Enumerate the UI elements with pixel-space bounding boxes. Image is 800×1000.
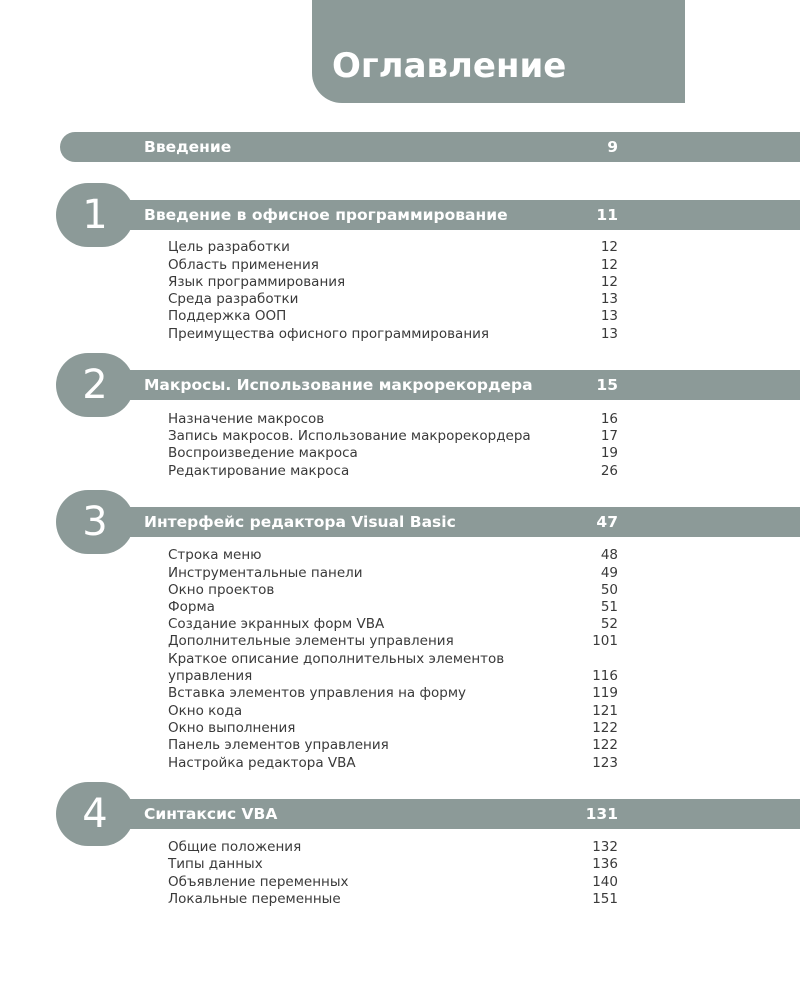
chapter-title: Введение в офисное программирование <box>144 206 508 224</box>
title-tab <box>312 0 685 103</box>
chapter-page: 15 <box>596 376 618 394</box>
intro-page: 9 <box>607 138 618 156</box>
toc-entry[interactable] <box>168 410 620 428</box>
entry-title: Вставка элементов управления на форму <box>168 685 467 701</box>
entry-title: Дополнительные элементы управления <box>168 633 454 649</box>
toc-entry[interactable] <box>168 667 620 685</box>
entry-title: Инструментальные панели <box>168 565 363 581</box>
entry-title: Панель элементов управления <box>168 737 389 753</box>
entry-page: 151 <box>592 891 618 907</box>
entry-page: 12 <box>600 257 618 273</box>
entry-page: 49 <box>600 565 618 581</box>
entry-page: 26 <box>600 463 618 479</box>
entry-title: Форма <box>168 599 215 615</box>
toc-entry[interactable] <box>168 736 620 754</box>
entry-title: Поддержка ООП <box>168 308 287 324</box>
toc-entry[interactable] <box>168 615 620 633</box>
entry-title: Редактирование макроса <box>168 463 350 479</box>
toc-entry[interactable] <box>168 564 620 582</box>
entry-title: Окно проектов <box>168 582 275 598</box>
toc-entry[interactable] <box>168 238 620 256</box>
entry-title: Окно выполнения <box>168 720 296 736</box>
toc-entry[interactable] <box>168 684 620 702</box>
chapter-number-badge: 2 <box>56 353 134 417</box>
entry-page: 13 <box>600 308 618 324</box>
intro-bar[interactable] <box>60 132 800 162</box>
chapter-bar[interactable] <box>100 799 800 829</box>
entry-page: 121 <box>592 703 618 719</box>
entry-page: 13 <box>600 326 618 342</box>
toc-entry[interactable] <box>168 325 620 343</box>
entry-page: 116 <box>592 668 618 684</box>
entry-title: Настройка редактора VBA <box>168 755 356 771</box>
toc-entry[interactable] <box>168 307 620 325</box>
toc-entry[interactable] <box>168 838 620 856</box>
entry-page: 101 <box>592 633 618 649</box>
entry-page: 122 <box>592 737 618 753</box>
chapter-bar[interactable] <box>100 507 800 537</box>
entry-title: Строка меню <box>168 547 262 563</box>
toc-entry[interactable] <box>168 427 620 445</box>
entry-title: Язык программирования <box>168 274 346 290</box>
chapter-page: 47 <box>596 513 618 531</box>
toc-entry[interactable] <box>168 855 620 873</box>
chapter-title: Синтаксис VBA <box>144 805 278 823</box>
entry-title: Среда разработки <box>168 291 299 307</box>
toc-entry[interactable] <box>168 719 620 737</box>
entry-title: Создание экранных форм VBA <box>168 616 385 632</box>
chapter-title: Интерфейс редактора Visual Basic <box>144 513 456 531</box>
chapter-number-badge: 4 <box>56 782 134 846</box>
chapter-title: Макросы. Использование макрорекордера <box>144 376 533 394</box>
entry-title: Область применения <box>168 257 319 273</box>
entry-page: 52 <box>600 616 618 632</box>
entry-page: 48 <box>600 547 618 563</box>
entry-title: Цель разработки <box>168 239 290 255</box>
entry-page: 12 <box>600 239 618 255</box>
entry-page: 12 <box>600 274 618 290</box>
entry-page: 13 <box>600 291 618 307</box>
page-title: Оглавление <box>332 46 567 86</box>
entry-page: 122 <box>592 720 618 736</box>
toc-entry[interactable] <box>168 290 620 308</box>
toc-entry[interactable] <box>168 581 620 599</box>
toc-entry[interactable] <box>168 702 620 720</box>
entry-title: Назначение макросов <box>168 411 325 427</box>
entry-page: 51 <box>600 599 618 615</box>
toc-entry[interactable] <box>168 650 620 668</box>
chapter-bar[interactable] <box>100 370 800 400</box>
chapter-number-badge: 1 <box>56 183 134 247</box>
intro-title: Введение <box>144 138 232 156</box>
toc-entry[interactable] <box>168 273 620 291</box>
toc-entry[interactable] <box>168 873 620 891</box>
entry-page: 119 <box>592 685 618 701</box>
entry-title: Локальные переменные <box>168 891 341 907</box>
toc-entry[interactable] <box>168 444 620 462</box>
entry-title: Краткое описание дополнительных элементов <box>168 651 505 667</box>
entry-title: Запись макросов. Использование макрорекордера <box>168 428 531 444</box>
entry-page: 123 <box>592 755 618 771</box>
chapter-page: 131 <box>585 805 618 823</box>
entry-page: 16 <box>600 411 618 427</box>
toc-entry[interactable] <box>168 256 620 274</box>
entry-title: Воспроизведение макроса <box>168 445 358 461</box>
entry-title: Преимущества офисного программирования <box>168 326 490 342</box>
entry-page: 132 <box>592 839 618 855</box>
chapter-number-badge: 3 <box>56 490 134 554</box>
toc-entry[interactable] <box>168 546 620 564</box>
entry-title: Общие положения <box>168 839 302 855</box>
toc-entry[interactable] <box>168 754 620 772</box>
entry-title: управления <box>168 668 253 684</box>
entry-page: 136 <box>592 856 618 872</box>
toc-entry[interactable] <box>168 462 620 480</box>
entry-page: 19 <box>600 445 618 461</box>
toc-entry[interactable] <box>168 632 620 650</box>
entry-title: Окно кода <box>168 703 243 719</box>
entry-page: 50 <box>600 582 618 598</box>
toc-entry[interactable] <box>168 890 620 908</box>
entry-title: Типы данных <box>168 856 263 872</box>
entry-page: 17 <box>600 428 618 444</box>
chapter-page: 11 <box>596 206 618 224</box>
entry-title: Объявление переменных <box>168 874 349 890</box>
toc-entry[interactable] <box>168 598 620 616</box>
chapter-bar[interactable] <box>100 200 800 230</box>
entry-page: 140 <box>592 874 618 890</box>
